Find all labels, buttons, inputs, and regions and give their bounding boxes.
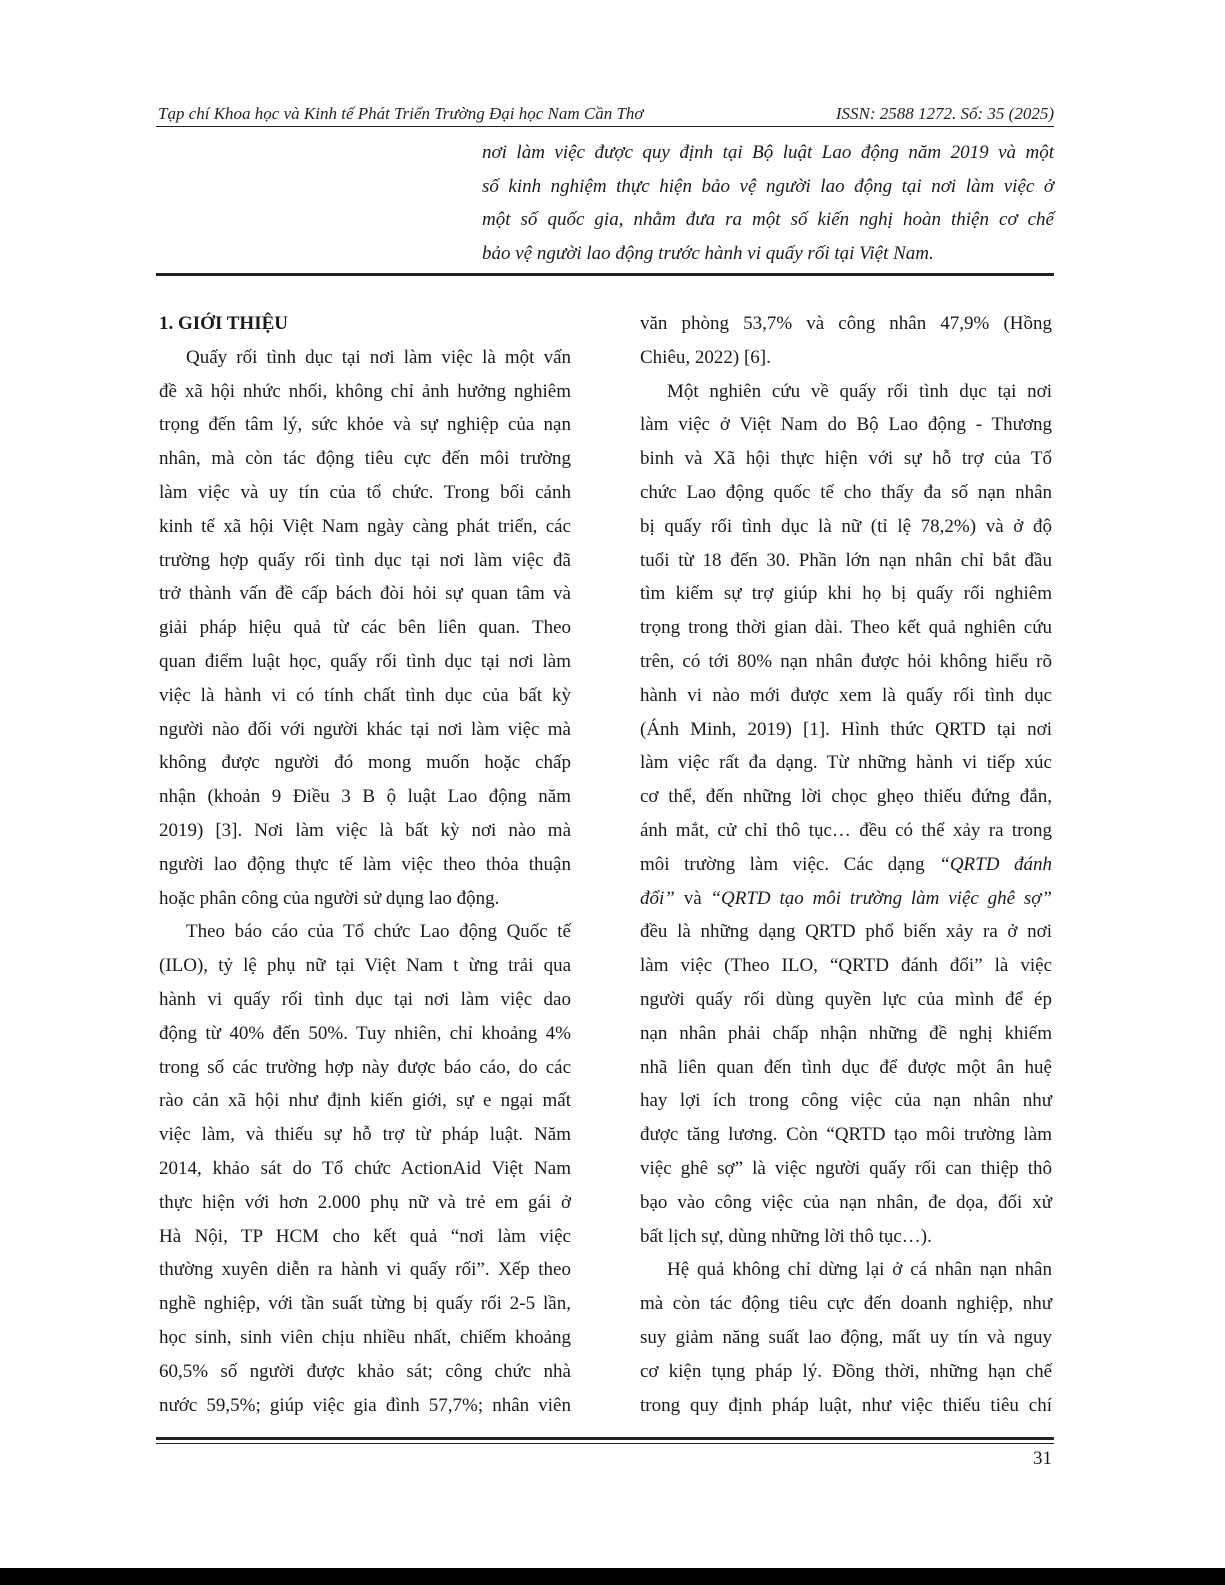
text-line: nhân, mà còn tác động tiêu cực đến môi trường (159, 448, 571, 470)
text-line: việc ghê sợ” là việc người quấy rối can thiệp thô (640, 1157, 1052, 1179)
text-line: thường xuyên diễn ra hành vi quấy rối”. Xếp theo (159, 1259, 571, 1281)
text-line: học sinh, sinh viên chịu nhiều nhất, chiếm khoảng (159, 1326, 571, 1348)
text-line: bất lịch sự, dùng những lời thô tục…). (640, 1225, 932, 1247)
text-line: 2019) [3]. Nơi làm việc là bất kỳ nơi nào mà (159, 819, 571, 841)
issn-issue: ISSN: 2588 1272. Số: 35 (2025) (835, 104, 1054, 123)
text-line: Theo báo cáo của Tổ chức Lao động Quốc tế (186, 921, 571, 943)
text-line: trở thành vấn đề cấp bách đòi hỏi sự quan tâm và (159, 583, 571, 605)
text-line: (ILO), tỷ lệ phụ nữ tại Việt Nam t ừng trải qua (159, 955, 571, 977)
text-line: làm việc và uy tín của tổ chức. Trong bối cảnh (159, 481, 571, 503)
text-line: hành vi quấy rối tình dục tại nơi làm việc dao (159, 988, 571, 1010)
text-line: nạn nhân phải chấp nhận những đề nghị khiếm (640, 1022, 1052, 1044)
text-line: người lao động thực tế làm việc theo thỏa thuận (159, 853, 571, 875)
italic-quote: “QRTD tạo môi trường làm việc ghê sợ” (710, 887, 1052, 909)
abstract-tail (482, 136, 1054, 270)
text-line: nghề nghiệp, với tần suất từng bị quấy rối 2-5 lần, (159, 1293, 571, 1315)
text-line: tuổi từ 18 đến 30. Phần lớn nạn nhân chỉ bắt đầu (640, 549, 1052, 571)
text-line-mixed (640, 848, 1052, 882)
abstract-line: nơi làm việc được quy định tại Bộ luật Lao động năm 2019 và một (482, 142, 1054, 163)
abstract-line: bảo vệ người lao động trước hành vi quấy rối tại Việt Nam. (482, 242, 934, 264)
journal-title: Tạp chí Khoa học và Kinh tế Phát Triển Trường Đại học Nam Cần Thơ (158, 104, 644, 123)
bottom-scan-bar (0, 1568, 1225, 1585)
text-line: trong quy định pháp luật, như việc thiếu tiêu chí (640, 1394, 1052, 1416)
text-line: bị quấy rối tình dục là nữ (tỉ lệ 78,2%) và ở độ (640, 515, 1052, 537)
text-line: việc là hành vi có tính chất tình dục của bất kỳ (159, 684, 571, 706)
footer-rule (156, 1437, 1054, 1440)
text-line: làm việc (Theo ILO, “QRTD đánh đổi” là việc (640, 955, 1052, 977)
italic-quote: đổi” (640, 887, 675, 909)
section-title: 1. GIỚI THIỆU (159, 313, 288, 334)
text-line: Hà Nội, TP HCM cho kết quả “nơi làm việc (159, 1225, 571, 1247)
text-line: việc làm, và thiếu sự hỗ trợ từ pháp luật. Năm (159, 1124, 571, 1146)
italic-quote: “QRTD đánh (939, 853, 1052, 875)
text-line: trọng đến tâm lý, sức khỏe và sự nghiệp của nạn (159, 414, 571, 436)
text-line: suy giảm năng suất lao động, mất uy tín và nguy (640, 1326, 1052, 1348)
text-line: làm việc ở Việt Nam do Bộ Lao động - Thương (640, 414, 1052, 436)
text-line: cơ thể, đến những lời chọc ghẹo thiếu đứng đắn, (640, 786, 1052, 808)
text-line: thực hiện với hơn 2.000 phụ nữ và trẻ em gái ở (159, 1191, 571, 1213)
text-line: nước 59,5%; giúp việc gia đình 57,7%; nhân viên (159, 1394, 571, 1416)
running-header (158, 104, 1054, 124)
text-line: ánh mắt, cử chỉ thô tục… đều có thể xảy ra trong (640, 819, 1052, 841)
text-line: hoặc phân công của người sử dụng lao động. (159, 887, 500, 909)
text-line: mà còn tác động tiêu cực đến doanh nghiệp, như (640, 1293, 1052, 1315)
text-line: Chiêu, 2022) [6]. (640, 346, 771, 368)
text-line: động từ 40% đến 50%. Tuy nhiên, chỉ khoảng 4% (159, 1022, 571, 1044)
text-line: làm việc rất đa dạng. Từ những hành vi tiếp xúc (640, 752, 1052, 774)
text-line: không được người đó mong muốn hoặc chấp (159, 752, 571, 774)
text-line: binh và Xã hội thực hiện với sự hỗ trợ của Tổ (640, 448, 1052, 470)
text-line: nhận (khoản 9 Điều 3 B ộ luật Lao động năm (159, 786, 571, 808)
text-line: hay lợi ích trong công việc của nạn nhân như (640, 1090, 1052, 1112)
text-line: văn phòng 53,7% và công nhân 47,9% (Hồng (640, 313, 1052, 334)
text-line: chức Lao động quốc tế cho thấy đa số nạn nhân (640, 481, 1052, 503)
text-line: bạo vào công việc của nạn nhân, đe dọa, đối xử (640, 1191, 1052, 1213)
abstract-rule (156, 273, 1054, 276)
text-line: (Ánh Minh, 2019) [1]. Hình thức QRTD tại nơi (640, 718, 1052, 740)
abstract-line: số kinh nghiệm thực hiện bảo vệ người lao động tại nơi làm việc ở (482, 175, 1054, 197)
header-rule (156, 126, 1054, 127)
abstract-line: một số quốc gia, nhằm đưa ra một số kiến nghị hoàn thiện cơ chế (482, 209, 1054, 231)
text-line: trường hợp quấy rối tình dục tại nơi làm việc đã (159, 549, 571, 571)
text-line: Hệ quả không chỉ dừng lại ở cá nhân nạn nhân (667, 1259, 1052, 1281)
text-line: hành vi nào mới được xem là quấy rối tình dục (640, 684, 1052, 706)
text-line-mixed (640, 882, 1052, 916)
text-fragment: và (674, 887, 711, 909)
text-line: người nào đối với người khác tại nơi làm việc mà (159, 718, 571, 740)
text-fragment: môi trường làm việc. Các dạng (640, 853, 940, 875)
text-line: tìm kiếm sự trợ giúp khi họ bị quấy rối nghiêm (640, 583, 1052, 605)
text-line: người quấy rối dùng quyền lực của mình để ép (640, 988, 1052, 1010)
text-line: kinh tế xã hội Việt Nam ngày càng phát triển, các (159, 515, 571, 537)
text-line: quan điểm luật học, quấy rối tình dục tại nơi làm (159, 650, 571, 672)
text-line: Một nghiên cứu về quấy rối tình dục tại nơi (667, 380, 1052, 402)
right-column (640, 307, 1052, 1422)
text-line: giải pháp hiệu quả từ các bên liên quan. Theo (159, 617, 571, 639)
text-line: trong số các trường hợp này được báo cáo, do các (159, 1056, 571, 1078)
text-line: 60,5% số người được khảo sát; công chức nhà (159, 1360, 571, 1382)
text-line: đề xã hội nhức nhối, không chỉ ảnh hưởng nghiêm (159, 380, 571, 402)
text-line: cơ kiện tụng pháp lý. Đồng thời, những hạn chế (640, 1360, 1052, 1382)
text-line: Quấy rối tình dục tại nơi làm việc là một vấn (186, 346, 571, 368)
text-line: đều là những dạng QRTD phổ biến xảy ra ở nơi (640, 921, 1052, 943)
text-line: trên, có tới 80% nạn nhân được hỏi không hiểu rõ (640, 650, 1052, 672)
left-column (159, 307, 571, 1422)
text-line: nhã liên quan đến tình dục để được một ân huệ (640, 1056, 1052, 1078)
footer-rule-thin (156, 1443, 1054, 1444)
text-line: được tăng lương. Còn “QRTD tạo môi trường làm (640, 1124, 1052, 1146)
text-line: rào cản xã hội như định kiến giới, sự e ngại mất (159, 1090, 571, 1112)
page-number: 31 (1033, 1448, 1052, 1469)
text-line: trọng trong thời gian dài. Theo kết quả nghiên cứu (640, 617, 1052, 639)
text-line: 2014, khảo sát do Tổ chức ActionAid Việt Nam (159, 1157, 571, 1179)
